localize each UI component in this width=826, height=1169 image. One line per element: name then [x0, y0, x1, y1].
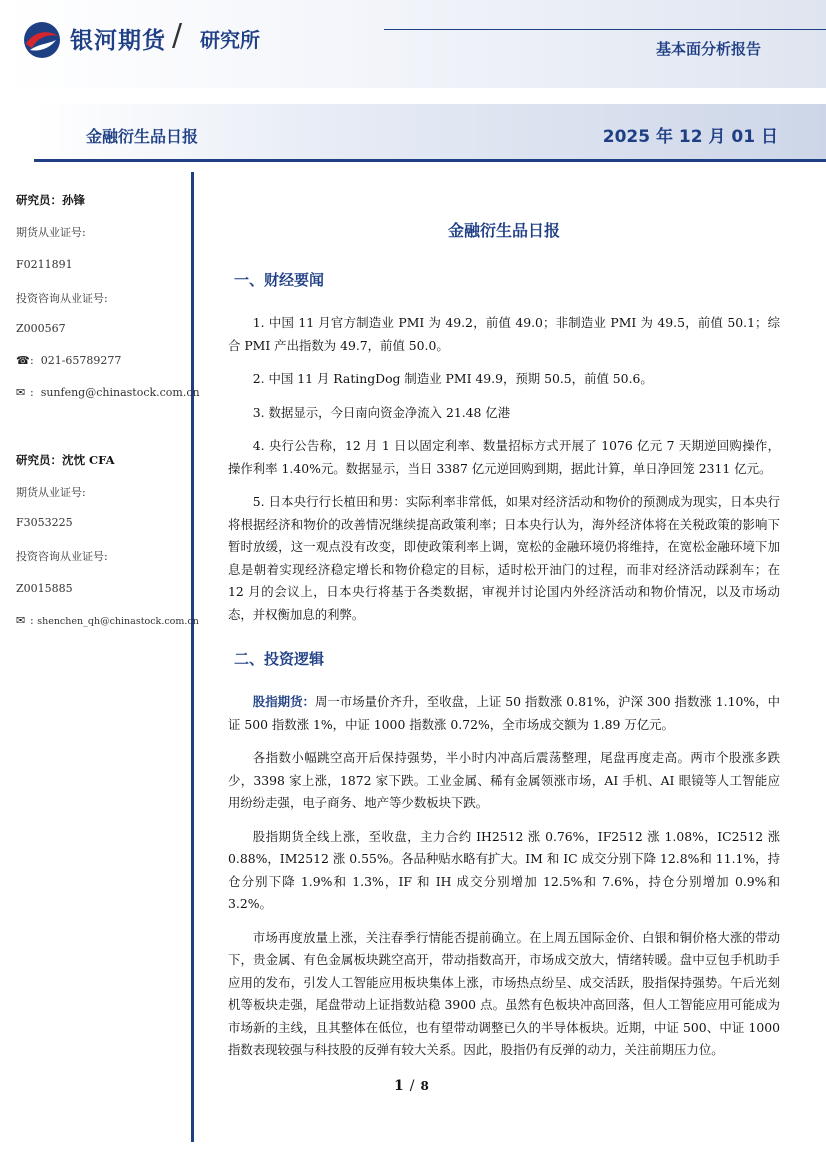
band-title: 金融衍生品日报 — [86, 127, 199, 146]
analyst1-phone: 021-65789277 — [40, 354, 122, 367]
page-total: 8 — [420, 1079, 429, 1093]
analyst1-email[interactable]: sunfeng@chinastock.com.cn — [40, 386, 200, 399]
envelope-icon: ✉ — [16, 614, 26, 627]
analyst2-email-row: ✉ : shenchen_qh@chinastock.com.cn — [16, 614, 199, 627]
galaxy-logo-icon — [22, 20, 62, 60]
analyst2-email[interactable]: shenchen_qh@chinastock.com.cn — [37, 616, 199, 627]
analyst1-name: 研究员：孙锋 — [16, 193, 85, 207]
news-item: 1. 中国 11 月官方制造业 PMI 为 49.2，前值 49.0；非制造业 PMI 为 49.5，前值 50.1；综合 PMI 产出指数为 49.7，前值 50.0。 — [228, 315, 780, 353]
report-body — [228, 218, 780, 1073]
envelope-icon: ✉ — [16, 386, 26, 399]
brand-name: 银河期货 — [70, 28, 166, 54]
report-date: 2025 年 12 月 01 日 — [602, 127, 778, 147]
logic-paragraph: 股指期货全线上涨，至收盘，主力合约 IH2512 涨 0.76%，IF2512 涨 1.08%，IC2512 涨 0.88%，IM2512 涨 0.55%。各品种贴水略有扩大。IM 和 IC 成交分别下降 12.8%和 11.1%，持仓分别下降 1.9%和 1.3%，IF 和 IH 成交分别增加 12.5%和 7.6%，持仓分别增加 0.9%和 3.2%。 — [228, 828, 780, 911]
analyst1-license-label: 期货从业证号: — [16, 226, 86, 239]
analyst2-consult: Z0015885 — [16, 582, 73, 595]
analyst2-consult-label: 投资咨询从业证号: — [16, 550, 108, 563]
institute-name: 研究所 — [200, 28, 260, 52]
analyst2-license-label: 期货从业证号: — [16, 486, 86, 499]
analyst1-email-row: ✉ : sunfeng@chinastock.com.cn — [16, 386, 200, 399]
lead-text: 周一市场量价齐升，至收盘，上证 50 指数涨 0.81%，沪深 300 指数涨 1.10%，中证 500 指数涨 1%，中证 1000 指数涨 0.72%，全市场成交额为 1.89 万亿元。 — [228, 694, 781, 732]
analyst1-license: F0211891 — [16, 258, 73, 271]
lead-label: 股指期货： — [252, 694, 315, 709]
logic-paragraph: 市场再度放量上涨，关注春季行情能否提前确立。在上周五国际金价、白银和铜价格大涨的带动下，贵金属、有色金属板块跳空高开，带动指数高开，市场成交放大，情绪转暖。盘中豆包手机助手应用的发布，引发人工智能应用板块集体上涨，市场热点纷呈、成交活跃，股指保持强势。午后光刻机等板块走强，尾盘带动上证指数站稳 3900 点。虽然有色板块冲高回落，但人工智能应用可能成为市场新的主线，且其整体在低位，也有望带动调整已久的半导体板块。近期，中证 500、中证 1000 指数表现较强与科技股的反弹有较大关系。因此，股指仍有反弹的动力，关注前期压力位。 — [228, 929, 780, 1057]
logic-paragraph: 各指数小幅跳空高开后保持强势，半小时内冲高后震荡整理，尾盘再度走高。两市个股涨多跌少，3398 家上涨，1872 家下跌。工业金属、稀有金属领涨市场，AI 手机、AI 眼镜等人工智能应用纷纷走强，电子商务、地产等少数板块下跌。 — [228, 750, 780, 810]
section-heading-news: 一、财经要闻 — [234, 271, 325, 289]
column-divider — [191, 172, 194, 1142]
title-band-underline — [34, 159, 826, 162]
header-rule — [384, 29, 826, 30]
news-item: 5. 日本央行行长植田和男：实际利率非常低，如果对经济活动和物价的预测成为现实，日本央行将根据经济和物价的改善情况继续提高政策利率；日本央行认为，海外经济体将在关税政策的影响下暂时放缓，这一观点没有改变，即使政策利率上调，宽松的金融环境仍将维持，在宽松金融环境下加息是朝着实现经济稳定增长和物价稳定的目标，适时松开油门的过程，而非对经济活动踩刹车；在 12 月的会议上，日本央行将基于各类数据，审视并讨论国内外经济活动和物价情况，以及市场动态，并权衡加息的利弊。 — [228, 494, 780, 622]
document-title: 金融衍生品日报 — [447, 221, 560, 240]
news-item: 2. 中国 11 月 RatingDog 制造业 PMI 49.9，预期 50.5，前值 50.6。 — [252, 371, 653, 386]
analyst2-name: 研究员：沈忱 CFA — [16, 453, 115, 467]
analyst1-consult: Z000567 — [16, 322, 66, 335]
report-type: 基本面分析报告 — [655, 40, 761, 58]
news-item: 4. 央行公告称，12 月 1 日以固定利率、数量招标方式开展了 1076 亿元 7 天期逆回购操作，操作利率 1.40%元。数据显示，当日 3387 亿元逆回购到期，据此计算，单日净回笼 2311 亿元。 — [228, 438, 780, 476]
analyst2-license: F3053225 — [16, 516, 73, 529]
phone-icon: ☎ — [16, 354, 30, 367]
analyst1-consult-label: 投资咨询从业证号: — [16, 292, 108, 305]
section-heading-logic: 二、投资逻辑 — [234, 650, 325, 668]
news-item: 3. 数据显示，今日南向资金净流入 21.48 亿港 — [252, 404, 511, 420]
page-indicator — [394, 1078, 429, 1094]
analyst1-phone-row: ☎: 021-65789277 — [16, 354, 122, 367]
page-number: 1 — [394, 1078, 404, 1094]
page-separator: / — [409, 1078, 415, 1094]
logic-lead-paragraph — [228, 691, 780, 736]
brand-separator: / — [172, 18, 183, 53]
